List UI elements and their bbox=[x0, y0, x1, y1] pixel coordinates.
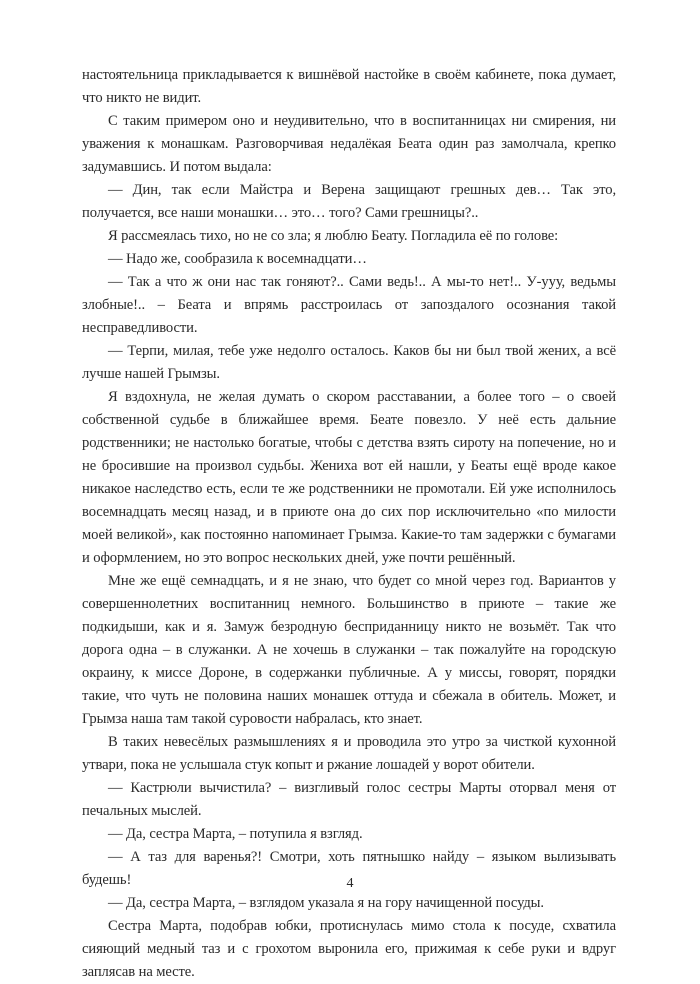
paragraph: — Терпи, милая, тебе уже недолго осталось. Каков бы ни был твой жених, а всё лучше нашей Грымзы. bbox=[82, 343, 616, 382]
paragraph: — Дин, так если Майстра и Верена защищают грешных дев… Так это, получается, все наши монашки… это… того? Сами грешницы?.. bbox=[82, 182, 616, 221]
paragraph: Я вздохнула, не желая думать о скором расставании, а более того – о своей собственной судьбе в ближайшее время. Беате повезло. У неё есть дальние родственники; не настолько богатые, чтобы с детства взять сироту на попечение, но и не бросившие на произвол судьбы. Жениха вот ей нашли, у Беаты ещё вроде какое никакое наследство есть, если те же родственники не промотали. Ей уже исполнилось восемнадцать месяц назад, и в приюте она до сих пор исключительно «по милости моей великой», как постоянно напоминает Грымза. Какие-то там задержки с бумагами и оформлением, но это вопрос нескольких дней, уже почти решённый. bbox=[82, 389, 616, 566]
paragraph: С таким примером оно и неудивительно, что в воспитанницах ни смирения, ни уважения к монашкам. Разговорчивая недалёкая Беата один раз замолчала, крепко задумавшись. И потом выдала: bbox=[82, 113, 616, 175]
paragraph: Мне же ещё семнадцать, и я не знаю, что будет со мной через год. Вариантов у совершеннолетних воспитанниц немного. Большинство в приюте – такие же подкидыши, как и я. Замуж безродную бесприданницу никто не возьмёт. Так что дорога одна – в служанки. А не хочешь в служанки – так пожалуйте на городскую окраину, к миссе Дороне, в содержанки публичные. А у миссы, говорят, порядки такие, что чуть не половина наших монашек оттуда и сбежала в обитель. Может, и Грымза наша там такой суровости набралась, кто знает. bbox=[82, 573, 616, 727]
paragraph: — Так а что ж они нас так гоняют?.. Сами ведь!.. А мы-то нет!.. У-ууу, ведьмы злобные!.. – Беата и впрямь расстроилась от запоздалого осознания такой несправедливости. bbox=[82, 274, 616, 336]
paragraph: — Да, сестра Марта, – потупила я взгляд. bbox=[108, 826, 363, 842]
paragraph: — А таз для варенья?! Смотри, хоть пятнышко найду – языком вылизывать будешь! bbox=[82, 849, 616, 888]
paragraph: В таких невесёлых размышлениях я и проводила это утро за чисткой кухонной утвари, пока не услышала стук копыт и ржание лошадей у ворот обители. bbox=[82, 734, 616, 773]
paragraph: настоятельница прикладывается к вишнёвой настойке в своём кабинете, пока думает, что никто не видит. bbox=[82, 67, 616, 106]
paragraph: — Да, сестра Марта, – взглядом указала я на гору начищенной посуды. bbox=[108, 895, 544, 911]
paragraph: Я рассмеялась тихо, но не со зла; я люблю Беату. Погладила её по голове: bbox=[108, 228, 559, 244]
paragraph: — Надо же, сообразила к восемнадцати… bbox=[108, 251, 367, 267]
page-body-text bbox=[82, 64, 616, 984]
paragraph: Сестра Марта, подобрав юбки, протиснулась мимо стола к посуде, схватила сияющий медный таз и с грохотом выронила его, прижимая к себе руки и вдруг заплясав на месте. bbox=[82, 918, 616, 980]
page-number: 4 bbox=[346, 876, 354, 891]
paragraph: — Кастрюли вычистила? – визгливый голос сестры Марты оторвал меня от печальных мыслей. bbox=[82, 780, 616, 819]
